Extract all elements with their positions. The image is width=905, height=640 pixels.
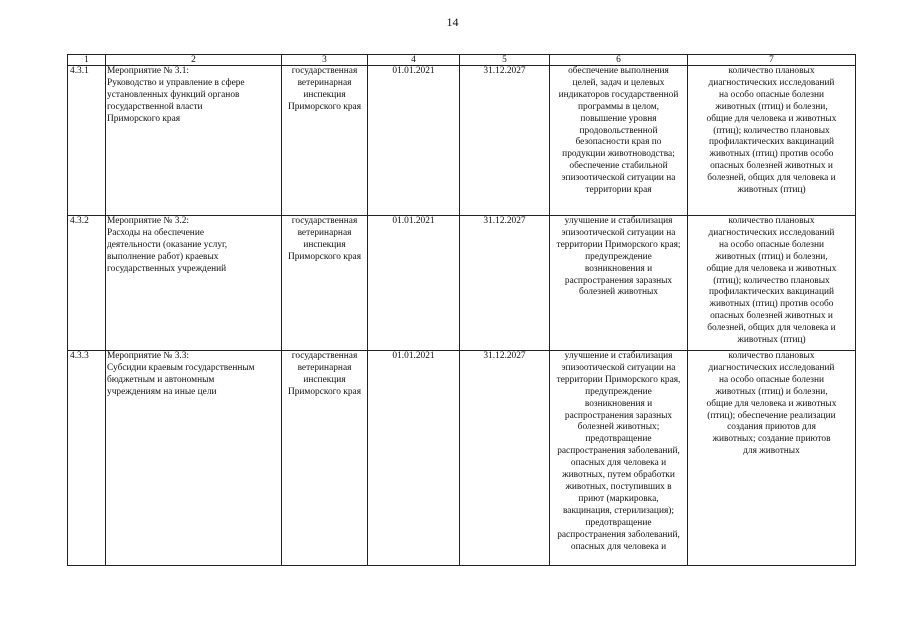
indicators-cell: количество плановых диагностических исследований на особо опасные болезни животных (птиц) и болезни, общие для человека и животных (птиц); обеспечение реализации создания приютов для животных; создание приютов для животных	[688, 351, 856, 566]
page-number: 14	[446, 15, 459, 29]
row-number: 4.3.3	[68, 351, 106, 566]
table-row	[68, 66, 856, 216]
indicators-cell: количество плановых диагностических исследований на особо опасные болезни животных (птиц) и болезни, общие для человека и животных (птиц); количество плановых профилактических вакцинаций животных (птиц) против особо опасных болезней животных и болезней, общих для человека и животных (птиц)	[688, 66, 856, 216]
indicators-cell: количество плановых диагностических исследований на особо опасные болезни животных (птиц) и болезни, общие для человека и животных (птиц); количество плановых профилактических вакцинаций животных (птиц) против особо опасных болезней животных и болезней, общих для человека и животных (птиц)	[688, 216, 856, 351]
row-number: 4.3.2	[68, 216, 106, 351]
column-number: 6	[550, 55, 688, 66]
measures-table	[67, 54, 856, 566]
start-date-cell: 01.01.2021	[368, 216, 460, 351]
result-cell: улучшение и стабилизация эпизоотической ситуации на территории Приморского края, предупреждение возникновения и распространения заразных болезней животных; предотвращение распространения заболеваний, опасных для человека и животных, путем обработки животных, поступивших в приют (маркировка, вакцинация, стерилизация); предотвращение распространения заболеваний, опасных для человека и	[550, 351, 688, 566]
column-number-row	[68, 55, 856, 66]
result-cell: улучшение и стабилизация эпизоотической ситуации на территории Приморского края; предупреждение возникновения и распространения заразных болезней животных	[550, 216, 688, 351]
column-number: 5	[460, 55, 550, 66]
event-cell: Мероприятие № 3.2: Расходы на обеспечение деятельности (оказание услуг, выполнение работ) краевых государственных учреждений	[106, 216, 282, 351]
end-date-cell: 31.12.2027	[460, 351, 550, 566]
end-date-cell: 31.12.2027	[460, 66, 550, 216]
column-number: 7	[688, 55, 856, 66]
column-number: 1	[68, 55, 106, 66]
start-date-cell: 01.01.2021	[368, 66, 460, 216]
end-date-cell: 31.12.2027	[460, 216, 550, 351]
column-number: 4	[368, 55, 460, 66]
event-cell: Мероприятие № 3.3: Субсидии краевым государственным бюджетным и автономным учреждениям на иные цели	[106, 351, 282, 566]
row-number: 4.3.1	[68, 66, 106, 216]
executor-cell: государственная ветеринарная инспекция Приморского края	[282, 216, 368, 351]
event-cell: Мероприятие № 3.1: Руководство и управление в сфере установленных функций органов государственной власти Приморского края	[106, 66, 282, 216]
executor-cell: государственная ветеринарная инспекция Приморского края	[282, 351, 368, 566]
result-cell: обеспечение выполнения целей, задач и целевых индикаторов государственной программы в целом, повышение уровня продовольственной безопасности края по продукции животноводства; обеспечение стабильной эпизоотической ситуации на территории края	[550, 66, 688, 216]
column-number: 2	[106, 55, 282, 66]
start-date-cell: 01.01.2021	[368, 351, 460, 566]
executor-cell: государственная ветеринарная инспекция Приморского края	[282, 66, 368, 216]
column-number: 3	[282, 55, 368, 66]
table-row	[68, 351, 856, 566]
table-row	[68, 216, 856, 351]
